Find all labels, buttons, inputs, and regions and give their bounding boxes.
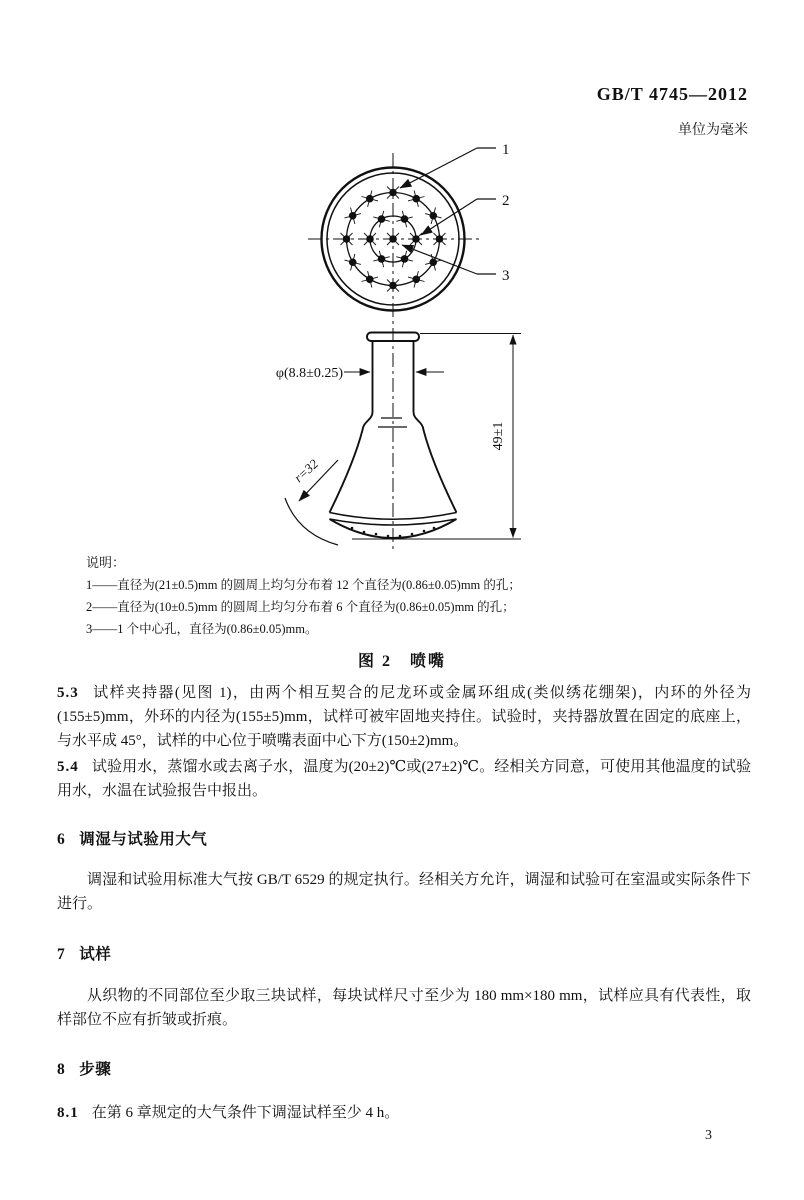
clause-5-3	[57, 681, 751, 753]
section-6-heading	[57, 827, 751, 849]
height-label: 49±1	[491, 421, 506, 451]
section-title: 步骤	[79, 1061, 112, 1078]
figure-2-nozzle-drawing	[0, 135, 804, 555]
clause-text: 在第 6 章规定的大气条件下调湿试样至少 4 h。	[91, 1105, 400, 1121]
section-6-paragraph: 调湿和试验用标准大气按 GB/T 6529 的规定执行。经相关方允许，调湿和试验可在室温或实际条件下进行。	[57, 872, 751, 912]
callout-label-3: 3	[502, 268, 510, 284]
nozzle-face-view	[308, 142, 510, 552]
section-number: 7	[57, 946, 66, 963]
radius-arc	[285, 498, 338, 545]
clause-number: 8.1	[57, 1105, 79, 1121]
clause-text: 试验用水，蒸馏水或去离子水，温度为(20±2)℃或(27±2)℃。经相关方同意，可使用其他温度的试验用水，水温在试验报告中报出。	[57, 759, 751, 799]
legend-item-3: 3——1 个中心孔，直径为(0.86±0.05)mm。	[86, 622, 318, 636]
clause-number: 5.4	[57, 759, 79, 775]
nozzle-side-view	[276, 333, 521, 546]
section-number: 6	[57, 831, 66, 848]
body-right-profile	[414, 341, 457, 513]
section-title: 试样	[79, 946, 112, 963]
clause-text: 试样夹持器(见图 1)，由两个相互契合的尼龙环或金属环组成(类似绣花绷架)，内环的外径为(155±5)mm，外环的内径为(155±5)mm，试样可被牢固地夹持住。试验时，夹持器放置在固定的底座上，与水平成 45°，试样的中心位于喷嘴表面中心下方(150±2)mm。	[57, 685, 751, 749]
neck-diameter-label: φ(8.8±0.25)	[275, 366, 343, 381]
callout-leaders	[400, 148, 496, 274]
clause-8-1	[57, 1101, 751, 1125]
radius-label: r=32	[290, 456, 321, 486]
callout-label-1: 1	[502, 142, 510, 158]
callout-label-2: 2	[502, 193, 510, 209]
section-title: 调湿与试验用大气	[79, 831, 208, 848]
legend-item-1: 1——直径为(21±0.5)mm 的圆周上均匀分布着 12 个直径为(0.86±0.05)mm 的孔；	[86, 578, 521, 592]
clause-5-4	[57, 755, 751, 803]
spray-holes	[341, 187, 446, 292]
section-7-heading	[57, 942, 751, 964]
figure-caption: 图 2 喷嘴	[357, 653, 446, 670]
clause-number: 5.3	[57, 685, 79, 701]
standard-number: GB/T 4745—2012	[596, 84, 748, 104]
figure-legend	[86, 552, 746, 640]
section-number: 8	[57, 1061, 66, 1078]
legend-item-2: 2——直径为(10±0.5)mm 的圆周上均匀分布着 6 个直径为(0.86±0.05)mm 的孔；	[86, 600, 515, 614]
legend-title: 说明：	[86, 555, 126, 570]
page-number: 3	[705, 1128, 712, 1143]
section-7-paragraph: 从织物的不同部位至少取三块试样，每块试样尺寸至少为 180 mm×180 mm，试样应具有代表性，取样部位不应有折皱或折痕。	[57, 988, 751, 1028]
section-8-heading	[57, 1057, 751, 1079]
unit-note: 单位为毫米	[678, 123, 748, 138]
